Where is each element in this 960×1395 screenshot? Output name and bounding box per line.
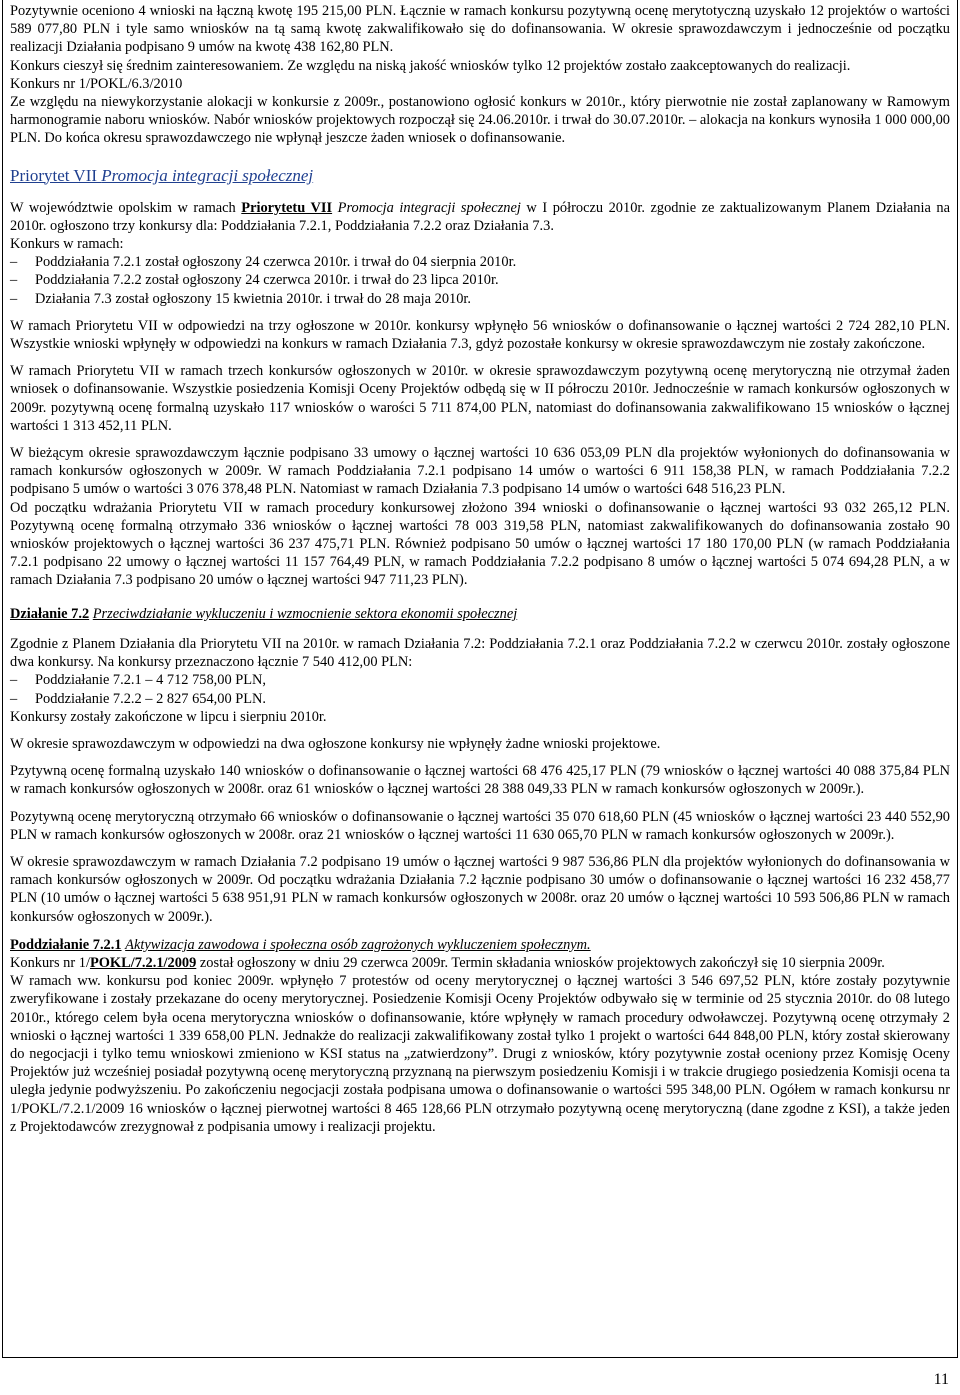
- paragraph-results: Pozytywnie oceniono 4 wnioski na łączną kwotę 195 215,00 PLN. Łącznie w ramach konkursu pozytywną ocenę merytotyczną uzyskało 12 projektów o wartości 589 077,80 PLN i tyle samo wniosków na tą samą kwotę zakwalifikowało się do dofinansowania. W okresie sprawozdawczym i jednocześnie od początku realizacji Działania podpisano 9 umów na kwotę 438 162,80 PLN.: [10, 3, 950, 56]
- priority-intro-link: Priorytetu VII: [241, 199, 333, 216]
- poddzialanie-heading: [10, 936, 950, 954]
- poddzialanie-konkurs-rest: został ogłoszony w dniu 29 czerwca 2009r. Termin składania wniosków projektowych zakończył się 10 sierpnia 2009r.: [196, 954, 885, 971]
- poddzialanie-heading-title: Aktywizacja zawodowa i społeczna osób zagrożonych wykluczeniem społecznym.: [125, 936, 591, 953]
- poddzialanie-konkurs-prefix: Konkurs nr 1/: [10, 954, 90, 971]
- priority-intro-text: W województwie opolskim w ramach: [10, 199, 242, 216]
- poddzialanie-konkurs-link: POKL/7.2.1/2009: [89, 954, 197, 971]
- list-item: – Poddziałanie 7.2.1 – 4 712 758,00 PLN,: [10, 671, 950, 689]
- dzialanie-paragraph-4: Pzytywną ocenę formalną uzyskało 140 wniosków o dofinansowanie o łącznej wartości 68 476 425,17 PLN (79 wniosków o łącznej wartości 40 088 375,84 PLN w ramach konkursów ogłoszonych w 2008r. oraz 61 wniosków o łącznej wartości 28 388 049,33 PLN w ramach konkursów ogłoszonych w 2009r.).: [10, 763, 950, 798]
- poddzialanie-paragraph-2: W ramach ww. konkursu pod koniec 2009r. wpłynęło 7 protestów od oceny merytorycznej o łącznej wartości 3 546 697,52 PLN, które zostały pozytywnie zweryfikowane i zostały przekazane do oceny merytorycznej. Posiedzenie Komisji Oceny Projektów odbywało się w terminie od 25 stycznia 2010r. do 08 lutego 2010r., którego celem była ocena merytoryczna wniosków o dofinansowanie, które wpłynęły w ramach procedury odwoławczej. Pozytywną ocenę otrzymały 2 wnioski o łącznej wartości 1 339 658,00 PLN. Jednakże do realizacji zakwalifikowany został tylko 1 projekt o wartości 644 848,00 PLN, który został skierowany do negocjacji i tylko temu wnioskowi zmieniono w KSI status na „zatwierdzony”. Drugi z wniosków, który pozytywnie został oceniony przez Komisję Oceny Projektów już wcześniej posiadał pozytywną ocenę merytoryczną przyznaną na pierwszym posiedzeniu Komisji i w trakcie drugiego posiedzenia Komisji ocena ta uległa jedynie podwyższeniu. Po zakończeniu negocjacji została podpisana umowa o dofinansowanie o wartości 595 348,00 PLN. Ogółem w ramach konkursu nr 1/POKL/7.2.1/2009 16 wniosków o łącznej pierwotnej wartości 8 465 128,66 PLN otrzymało pozytywną ocenę merytoryczną (dane zgodne z KSI), a także jeden z Projektodawców zrezygnował z podpisania umowy i realizacji projektu.: [10, 973, 950, 1135]
- konkurs-list: [10, 253, 950, 308]
- list-item: – Działania 7.3 został ogłoszony 15 kwietnia 2010r. i trwał do 28 maja 2010r.: [10, 290, 950, 308]
- poddzialanie-heading-number: Poddziałanie 7.2.1: [10, 936, 122, 953]
- dzialanie-heading: [10, 605, 950, 623]
- konkurs-label: Konkurs w ramach:: [10, 236, 124, 253]
- priority-intro-rest: w I półroczu 2010r. zgodnie ze zaktualizowanym Planem Działania na 2010r. ogłoszono trzy konkursy dla: Poddziałania 7.2.1, Poddziałania 7.2.2 oraz Działania 7.3.: [10, 199, 950, 234]
- dzialanie-heading-number: Działanie 7.2: [10, 605, 90, 622]
- priority-intro: [10, 199, 950, 235]
- priority-paragraph-2: W ramach Priorytetu VII w ramach trzech konkursów ogłoszonych w 2010r. w okresie sprawozdawczym pozytywną ocenę merytoryczną nie otrzymał żaden wniosek o dofinansowanie. Wszystkie posiedzenia Komisji Oceny Projektów odbędą się w II półroczu 2010r. Jednocześnie w ramach konkursów ogłoszonych w 2009r. pozytywną ocenę formalną uzyskało 117 wniosków o warości 5 711 874,00 PLN, natomiast do dofinansowania zakwalifikowano 15 wniosków o łącznej wartości 1 313 452,11 PLN.: [10, 363, 950, 434]
- priority-paragraph-1: W ramach Priorytetu VII w odpowiedzi na trzy ogłoszone w 2010r. konkursy wpłynęło 56 wniosków o dofinansowanie o łącznej wartości 2 724 282,10 PLN. Wszystkie wnioski wpłynęły w odpowiedzi na konkurs w ramach Działania 7.3, gdyż pozostałe konkursy w okresie sprawozdawczym nie zostały zakończone.: [10, 317, 950, 353]
- document-body: [10, 0, 950, 1136]
- allocation-list: [10, 671, 950, 707]
- dzialanie-paragraph-6: W okresie sprawozdawczym w ramach Działania 7.2 podpisano 19 umów o łącznej wartości 9 987 536,86 PLN dla projektów wyłonionych do dofinansowania w ramach konkursów ogłoszonych w 2009r. Od początku wdrażania Działania 7.2 łącznie podpisano 30 umów o dofinansowanie o łącznej wartości 16 232 458,77 PLN (10 umów o łącznej wartości 5 638 951,91 PLN w ramach konkursów ogłoszonych w 2008r. oraz 20 umów o łącznej wartości 10 593 506,86 PLN w ramach konkursów ogłoszonych w 2009r.).: [10, 853, 950, 925]
- paragraph-konkurs-2010: Ze względu na niewykorzystanie alokacji w konkursie z 2009r., postanowiono ogłosić konkurs w 2010r., który pierwotnie nie został zaplanowany w Ramowym harmonogramie naboru wniosków. Nabór wniosków projektowych rozpoczął się 24.06.2010r. i trwał do 30.07.2010r. – alokacja na konkurs wynosiła 1 000 000,00 PLN. Do końca okresu sprawozdawczego nie wpłynął jeszcze żaden wniosek o dofinansowanie.: [10, 94, 950, 147]
- konkurs-number: Konkurs nr 1/POKL/6.3/2010: [10, 75, 183, 92]
- priority-heading-title: Promocja integracji społecznej: [101, 165, 314, 185]
- dzialanie-paragraph-1: Zgodnie z Planem Działania dla Priorytetu VII na 2010r. w ramach Działania 7.2: Poddziałania 7.2.1 oraz Poddziałania 7.2.2 w czerwcu 2010r. zostały ogłoszone dwa konkursy. Na konkursy przeznaczono łącznie 7 540 412,00 PLN:: [10, 635, 950, 671]
- priority-paragraph-3: W bieżącym okresie sprawozdawczym łącznie podpisano 33 umowy o łącznej wartości 10 636 053,09 PLN dla projektów wyłonionych do dofinansowania w ramach konkursów ogłoszonych w 2009r. W ramach Poddziałania 7.2.1 podpisano 14 umów o wartości 6 911 158,38 PLN, w ramach Poddziałania 7.2.2 podpisano 5 umów o wartości 3 076 378,48 PLN. Natomiast w ramach Działania 7.3 podpisano 14 umów o wartości 648 516,23 PLN.: [10, 445, 950, 498]
- dzialanie-heading-title: Przeciwdziałanie wykluczeniu i wzmocnienie sektora ekonomii społecznej: [92, 605, 518, 622]
- priority-heading-prefix: Priorytet VII: [10, 165, 102, 185]
- dzialanie-paragraph-3: W okresie sprawozdawczym w odpowiedzi na dwa ogłoszone konkursy nie wpłynęły żadne wnioski projektowe.: [10, 735, 661, 752]
- paragraph-interest: Konkurs cieszył się średnim zainteresowaniem. Ze względu na niską jakość wniosków tylko 12 projektów zostało zaakceptowanych do realizacji.: [10, 57, 851, 74]
- list-item: – Poddziałania 7.2.2 został ogłoszony 24 czerwca 2010r. i trwał do 23 lipca 2010r.: [10, 271, 950, 289]
- dzialanie-paragraph-5: Pozytywną ocenę merytoryczną otrzymało 66 wniosków o dofinansowanie o łącznej wartości 35 070 618,60 PLN (45 wniosków o łącznej wartości 23 440 552,90 PLN w ramach konkursów ogłoszonych w 2008r. oraz 21 wniosków o łącznej wartości 11 630 065,70 PLN w ramach konkursów ogłoszonych w 2009r.).: [10, 808, 950, 843]
- priority-paragraph-4: Od początku wdrażania Priorytetu VII w ramach procedury konkursowej złożono 394 wnioski o dofinansowanie o łącznej wartości 93 032 265,12 PLN. Pozytywną ocenę formalną otrzymało 336 wniosków o łącznej wartości 78 003 319,58 PLN, natomiast zakwalifikowanych do dofinansowania zostało 90 wniosków projektowych o łącznej wartości 36 237 475,71 PLN. Również podpisano 50 umów o łącznej wartości 17 180 170,00 PLN (w ramach Poddziałania 7.2.1 podpisano 22 umowy o łącznej wartości 11 157 764,49 PLN, w ramach Poddziałania 7.2.2 podpisano 8 umów o łącznej wartości 5 074 694,28 PLN, a w ramach Działania 7.3 podpisano 20 umów o łącznej wartości 947 711,23 PLN).: [10, 499, 950, 589]
- dzialanie-paragraph-2: Konkursy zostały zakończone w lipcu i sierpniu 2010r.: [10, 708, 327, 725]
- priority-heading: [10, 165, 950, 187]
- poddzialanie-paragraph-1: [10, 954, 950, 972]
- priority-intro-italic: Promocja integracji społecznej: [332, 199, 521, 216]
- list-item: – Poddziałania 7.2.1 został ogłoszony 24 czerwca 2010r. i trwał do 04 sierpnia 2010r.: [10, 253, 950, 271]
- page-number: 11: [933, 1371, 949, 1388]
- list-item: – Poddziałanie 7.2.2 – 2 827 654,00 PLN.: [10, 690, 950, 708]
